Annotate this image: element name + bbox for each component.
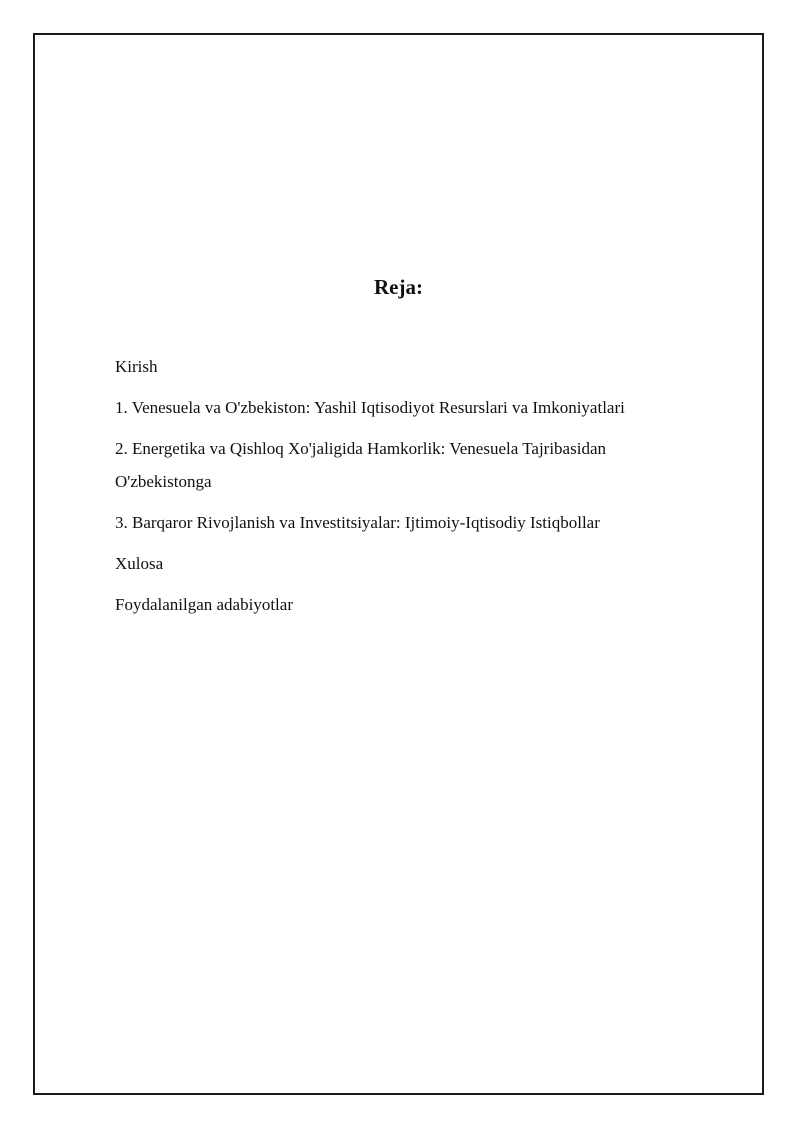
table-of-contents: [115, 350, 715, 629]
toc-item-references: Foydalanilgan adabiyotlar: [115, 595, 293, 614]
page-title: Reja:: [374, 275, 423, 299]
toc-item-section-2: 2. Energetika va Qishloq Xo'jaligida Hamkorlik: Venesuela Tajribasidan O'zbekistonga: [115, 439, 606, 491]
toc-item-section-3: 3. Barqaror Rivojlanish va Investitsiyalar: Ijtimoiy-Iqtisodiy Istiqbollar: [115, 513, 600, 532]
toc-item-introduction: Kirish: [115, 357, 158, 376]
toc-item-section-1: 1. Venesuela va O'zbekiston: Yashil Iqtisodiyot Resurslari va Imkoniyatlari: [115, 398, 625, 417]
toc-item-conclusion: Xulosa: [115, 554, 164, 573]
